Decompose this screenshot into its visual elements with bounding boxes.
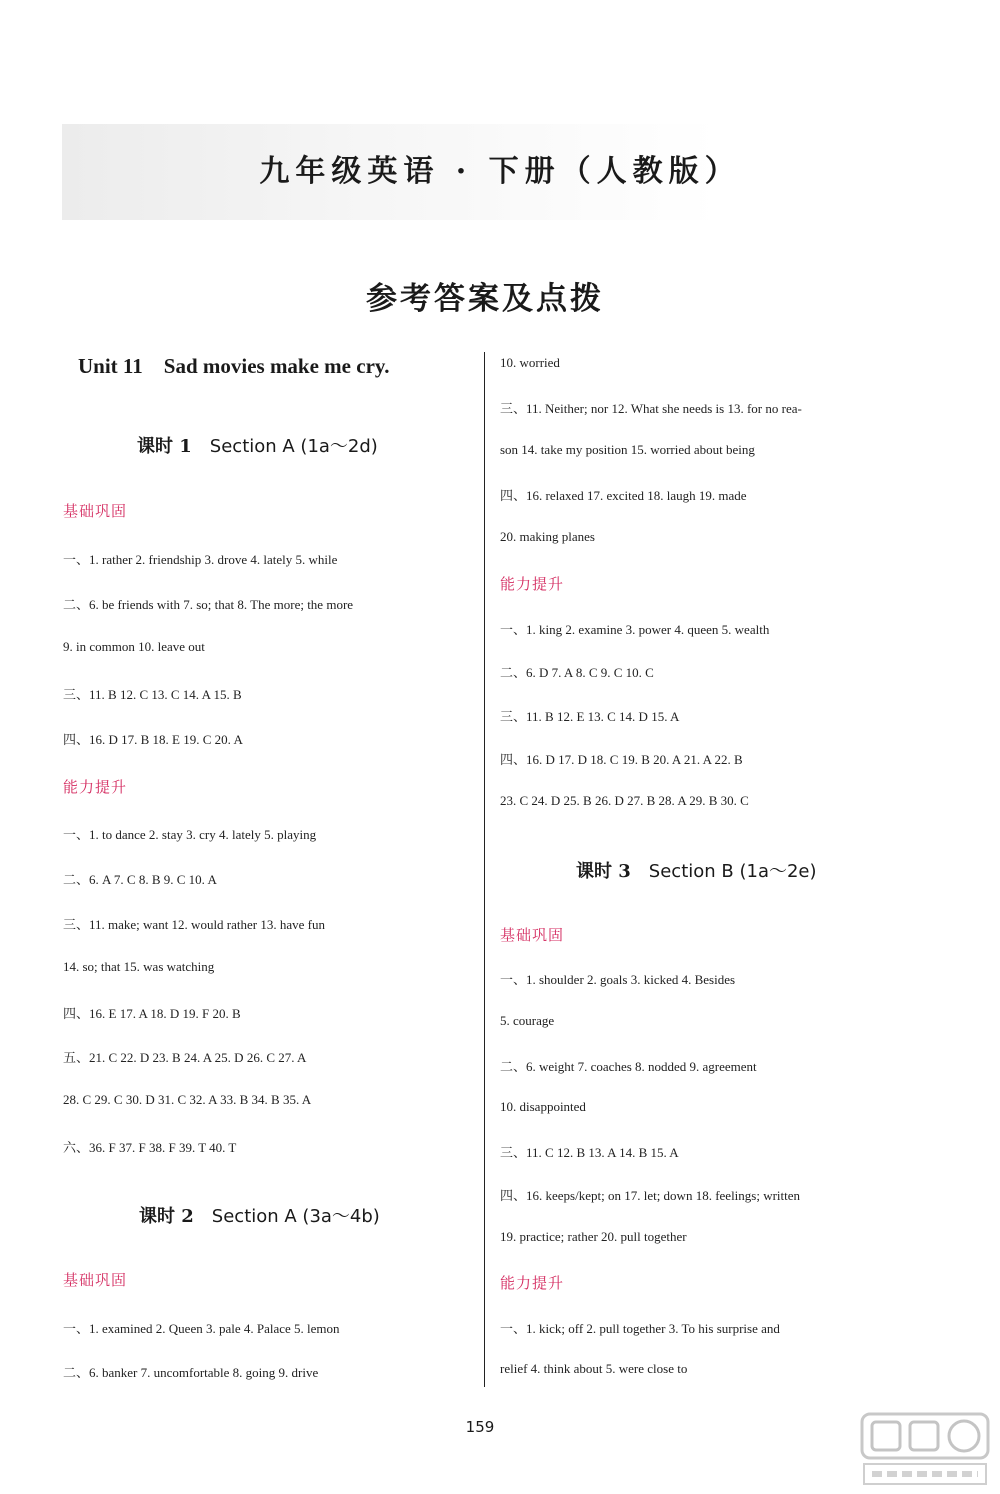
answer-line: 5. courage	[500, 1013, 555, 1028]
answer-line: 三、11. B 12. C 13. C 14. A 15. B	[63, 687, 242, 702]
answer-line: 一、1. shoulder 2. goals 3. kicked 4. Besides	[500, 972, 736, 987]
watermark-logo	[860, 1412, 990, 1488]
category-ability: 能力提升	[500, 575, 565, 593]
answer-line: 一、1. to dance 2. stay 3. cry 4. lately 5. playing	[63, 827, 317, 842]
answer-line: 10. disappointed	[500, 1099, 586, 1114]
category-ability: 能力提升	[63, 778, 128, 796]
answer-line: 五、21. C 22. D 23. B 24. A 25. D 26. C 27. A	[63, 1050, 307, 1065]
answer-line: 三、11. C 12. B 13. A 14. B 15. A	[500, 1145, 679, 1160]
category-basic: 基础巩固	[500, 926, 565, 944]
answer-line: 二、6. A 7. C 8. B 9. C 10. A	[63, 872, 217, 887]
answer-line: 四、16. D 17. D 18. C 19. B 20. A 21. A 22. B	[500, 752, 743, 767]
unit-title: Unit 11 Sad movies make me cry.	[78, 354, 390, 378]
book-title: 九年级英语 · 下册（人教版）	[259, 154, 741, 189]
lesson-number: 课时 3	[576, 861, 631, 882]
answer-line: 三、11. B 12. E 13. C 14. D 15. A	[500, 709, 680, 724]
lesson-section: Section B (1a～2e)	[648, 861, 817, 882]
answer-line: 19. practice; rather 20. pull together	[500, 1229, 687, 1244]
answer-line: 23. C 24. D 25. B 26. D 27. B 28. A 29. B 30. C	[500, 793, 749, 808]
answer-line: 三、11. Neither; nor 12. What she needs is 13. for no rea-	[500, 401, 802, 416]
answer-line: relief 4. think about 5. were close to	[500, 1361, 688, 1376]
page-number: 159	[465, 1418, 495, 1436]
category-basic: 基础巩固	[63, 502, 128, 520]
answer-line: 三、11. make; want 12. would rather 13. have fun	[63, 917, 325, 932]
lesson-number: 课时 1	[137, 436, 192, 457]
category-basic: 基础巩固	[63, 1271, 128, 1289]
answer-line: 20. making planes	[500, 529, 595, 544]
lesson-2-heading	[139, 1202, 380, 1228]
answer-line: 二、6. D 7. A 8. C 9. C 10. C	[500, 665, 654, 680]
answer-line: 28. C 29. C 30. D 31. C 32. A 33. B 34. B 35. A	[63, 1092, 312, 1107]
answer-line: 四、16. relaxed 17. excited 18. laugh 19. made	[500, 488, 747, 503]
answer-line: 二、6. banker 7. uncomfortable 8. going 9. drive	[63, 1365, 319, 1380]
answer-line: 四、16. keeps/kept; on 17. let; down 18. feelings; written	[500, 1188, 801, 1203]
answer-line: 9. in common 10. leave out	[63, 639, 205, 654]
answer-line: 14. so; that 15. was watching	[63, 959, 215, 974]
lesson-3-heading	[576, 857, 817, 883]
lesson-number: 课时 2	[139, 1206, 194, 1227]
answer-line: 一、1. king 2. examine 3. power 4. queen 5. wealth	[500, 622, 770, 637]
answer-line: 二、6. be friends with 7. so; that 8. The more; the more	[63, 597, 354, 612]
category-ability: 能力提升	[500, 1274, 565, 1292]
answer-line: son 14. take my position 15. worried about being	[500, 442, 755, 457]
answer-line: 10. worried	[500, 355, 560, 370]
page-title: 参考答案及点拨	[366, 281, 604, 317]
column-divider	[484, 352, 485, 1387]
lesson-1-heading	[137, 432, 378, 458]
answer-line: 六、36. F 37. F 38. F 39. T 40. T	[63, 1140, 237, 1155]
lesson-section: Section A (3a～4b)	[211, 1206, 380, 1227]
answer-line: 一、1. examined 2. Queen 3. pale 4. Palace 5. lemon	[63, 1321, 340, 1336]
answer-line: 四、16. D 17. B 18. E 19. C 20. A	[63, 732, 243, 747]
answer-line: 一、1. rather 2. friendship 3. drove 4. lately 5. while	[63, 552, 338, 567]
answer-line: 二、6. weight 7. coaches 8. nodded 9. agreement	[500, 1059, 757, 1074]
answer-line: 一、1. kick; off 2. pull together 3. To his surprise and	[500, 1321, 780, 1336]
lesson-section: Section A (1a～2d)	[209, 436, 378, 457]
answer-line: 四、16. E 17. A 18. D 19. F 20. B	[63, 1006, 241, 1021]
